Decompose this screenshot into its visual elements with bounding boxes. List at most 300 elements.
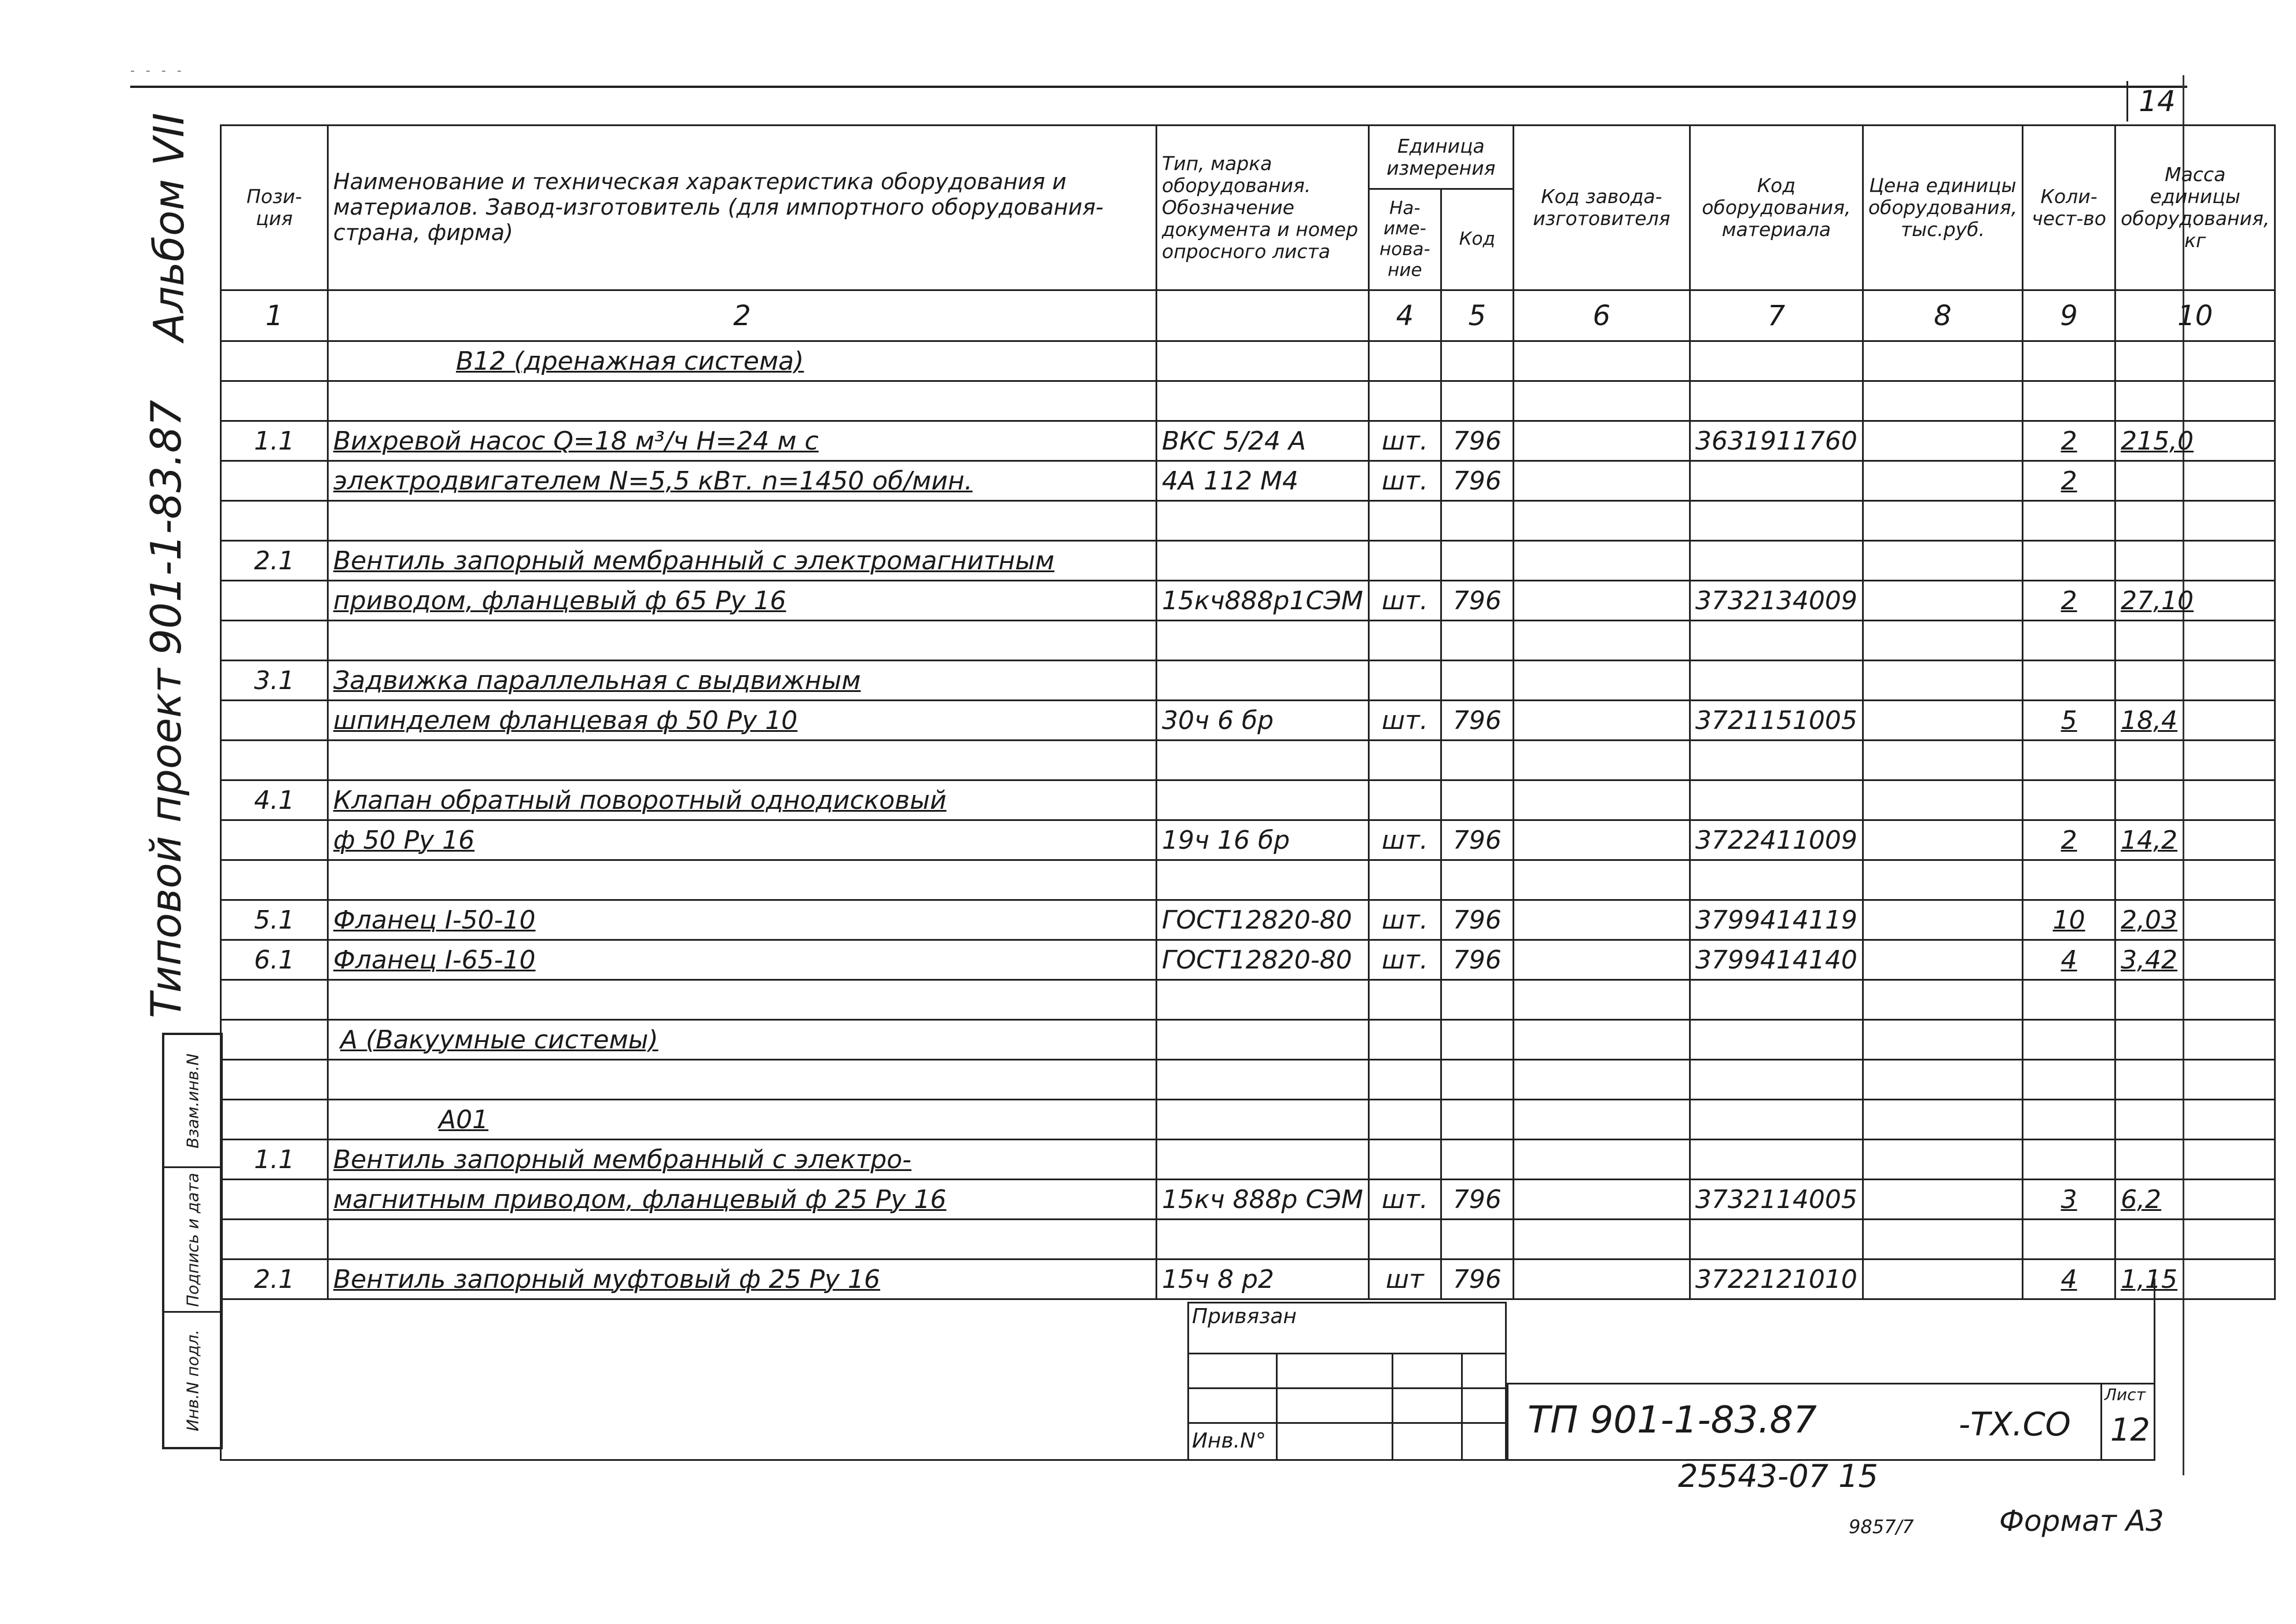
- equip-code-cell: 3722411009: [1690, 820, 1863, 860]
- column-number: 2: [328, 290, 1157, 341]
- equip-code-cell: [1690, 1140, 1863, 1180]
- quantity-cell: [2023, 980, 2115, 1020]
- unit-cell: [1368, 1140, 1441, 1180]
- position-cell: [221, 501, 328, 541]
- name-cell: [328, 501, 1157, 541]
- header-name: Наименование и техническая характеристика оборудования и материалов. Завод-изготовитель (для импортного оборудования-страна, фирма): [328, 126, 1157, 290]
- type-cell: 19ч 16 бр: [1157, 820, 1369, 860]
- price-cell: [1863, 980, 2022, 1020]
- maker-code-cell: [1513, 501, 1690, 541]
- header-price: Цена единицы оборудования, тыс.руб.: [1863, 126, 2022, 290]
- equip-code-cell: [1690, 461, 1863, 501]
- maker-code-cell: [1513, 820, 1690, 860]
- mass-cell: [2115, 541, 2275, 581]
- binding-line: [1189, 1422, 1505, 1424]
- table-row: [221, 1180, 2275, 1220]
- table-row: [221, 661, 2275, 701]
- approval-stamp: [162, 1033, 223, 1449]
- equip-code-cell: [1690, 1060, 1863, 1100]
- type-cell: [1157, 501, 1369, 541]
- mass-cell: [2115, 780, 2275, 820]
- maker-code-cell: [1513, 741, 1690, 780]
- mass-cell: [2115, 1020, 2275, 1060]
- maker-code-cell: [1513, 900, 1690, 940]
- binding-line: [1189, 1353, 1505, 1354]
- type-cell: [1157, 661, 1369, 701]
- table-body: [221, 341, 2275, 1299]
- mass-cell: [2115, 1100, 2275, 1140]
- maker-code-cell: [1513, 541, 1690, 581]
- name-cell: Вентиль запорный мембранный с электромагнитным: [328, 541, 1157, 581]
- position-cell: [221, 1100, 328, 1140]
- type-cell: [1157, 741, 1369, 780]
- side-project-label: Типовой проект 901-1-83.87: [142, 400, 190, 1018]
- name-cell: [328, 1060, 1157, 1100]
- name-cell: [328, 1220, 1157, 1260]
- unit-code-cell: [1441, 860, 1513, 900]
- price-cell: [1863, 501, 2022, 541]
- side-album-label: Альбом VII: [145, 112, 193, 341]
- unit-code-cell: [1441, 341, 1513, 381]
- inventory-label: Инв.N°: [1192, 1429, 1267, 1453]
- table-row: [221, 581, 2275, 621]
- column-number: 9: [2023, 290, 2115, 341]
- maker-code-cell: [1513, 661, 1690, 701]
- price-cell: [1863, 701, 2022, 741]
- table-row: [221, 341, 2275, 381]
- maker-code-cell: [1513, 1180, 1690, 1220]
- position-cell: 1.1: [221, 1140, 328, 1180]
- price-cell: [1863, 421, 2022, 461]
- quantity-cell: 4: [2023, 940, 2115, 980]
- maker-code-cell: [1513, 980, 1690, 1020]
- table-row: [221, 421, 2275, 461]
- quantity-cell: [2023, 621, 2115, 661]
- quantity-cell: 10: [2023, 900, 2115, 940]
- price-cell: [1863, 381, 2022, 421]
- quantity-cell: [2023, 1020, 2115, 1060]
- unit-code-cell: [1441, 1140, 1513, 1180]
- table-row: [221, 820, 2275, 860]
- unit-cell: шт: [1368, 1260, 1441, 1299]
- table-row: [221, 1060, 2275, 1100]
- position-cell: [221, 581, 328, 621]
- unit-cell: [1368, 661, 1441, 701]
- unit-cell: [1368, 1220, 1441, 1260]
- quantity-cell: [2023, 1060, 2115, 1100]
- position-cell: [221, 701, 328, 741]
- position-cell: [221, 741, 328, 780]
- position-cell: 6.1: [221, 940, 328, 980]
- equip-code-cell: [1690, 780, 1863, 820]
- equip-code-cell: [1690, 1020, 1863, 1060]
- name-cell: ф 50 Ру 16: [328, 820, 1157, 860]
- stamp-cell-replacement: [164, 1035, 220, 1168]
- equip-code-cell: [1690, 621, 1863, 661]
- quantity-cell: 2: [2023, 820, 2115, 860]
- price-cell: [1863, 1020, 2022, 1060]
- unit-cell: шт.: [1368, 1180, 1441, 1220]
- name-cell: В12 (дренажная система): [328, 341, 1157, 381]
- maker-code-cell: [1513, 461, 1690, 501]
- table-row: [221, 980, 2275, 1020]
- unit-cell: [1368, 541, 1441, 581]
- maker-code-cell: [1513, 1140, 1690, 1180]
- mass-cell: [2115, 1220, 2275, 1260]
- type-cell: [1157, 1140, 1369, 1180]
- equip-code-cell: 3631911760: [1690, 421, 1863, 461]
- unit-code-cell: 796: [1441, 461, 1513, 501]
- quantity-cell: 2: [2023, 581, 2115, 621]
- position-cell: 5.1: [221, 900, 328, 940]
- quantity-cell: 5: [2023, 701, 2115, 741]
- mass-cell: 14,2: [2115, 820, 2275, 860]
- maker-code-cell: [1513, 1100, 1690, 1140]
- maker-code-cell: [1513, 621, 1690, 661]
- mass-cell: [2115, 980, 2275, 1020]
- price-cell: [1863, 1180, 2022, 1220]
- unit-code-cell: [1441, 780, 1513, 820]
- mass-cell: 1,15: [2115, 1260, 2275, 1299]
- unit-code-cell: 796: [1441, 820, 1513, 860]
- type-cell: 15кч888р1СЭМ: [1157, 581, 1369, 621]
- type-cell: ВКС 5/24 А: [1157, 421, 1369, 461]
- name-cell: А (Вакуумные системы): [328, 1020, 1157, 1060]
- header-position: Пози- ция: [221, 126, 328, 290]
- mass-cell: [2115, 501, 2275, 541]
- sheet-box: [2100, 1383, 2155, 1461]
- quantity-cell: [2023, 541, 2115, 581]
- name-cell: [328, 621, 1157, 661]
- column-number: 10: [2115, 290, 2275, 341]
- quantity-cell: [2023, 1140, 2115, 1180]
- name-cell: [328, 381, 1157, 421]
- name-cell: [328, 860, 1157, 900]
- unit-code-cell: [1441, 661, 1513, 701]
- unit-cell: шт.: [1368, 900, 1441, 940]
- column-number: 1: [221, 290, 328, 341]
- header-maker-code: Код завода-изготовителя: [1513, 126, 1690, 290]
- table-row: [221, 1100, 2275, 1140]
- stamp-cell-original: [164, 1313, 220, 1448]
- unit-cell: [1368, 860, 1441, 900]
- mass-cell: [2115, 741, 2275, 780]
- quantity-cell: 2: [2023, 461, 2115, 501]
- quantity-cell: 3: [2023, 1180, 2115, 1220]
- mass-cell: 2,03: [2115, 900, 2275, 940]
- type-cell: 15ч 8 р2: [1157, 1260, 1369, 1299]
- document-code: ТП 901-1-83.87: [1528, 1399, 1817, 1442]
- unit-cell: шт.: [1368, 581, 1441, 621]
- unit-cell: шт.: [1368, 461, 1441, 501]
- price-cell: [1863, 940, 2022, 980]
- mass-cell: 215,0: [2115, 421, 2275, 461]
- quantity-cell: [2023, 381, 2115, 421]
- maker-code-cell: [1513, 701, 1690, 741]
- equip-code-cell: [1690, 860, 1863, 900]
- type-cell: [1157, 1020, 1369, 1060]
- name-cell: Клапан обратный поворотный однодисковый: [328, 780, 1157, 820]
- unit-cell: [1368, 1020, 1441, 1060]
- header-unit-code: Код: [1441, 189, 1513, 290]
- binding-divider: [1392, 1353, 1393, 1459]
- equip-code-cell: [1690, 501, 1863, 541]
- type-cell: [1157, 1220, 1369, 1260]
- mass-cell: 27,10: [2115, 581, 2275, 621]
- maker-code-cell: [1513, 1020, 1690, 1060]
- unit-cell: [1368, 980, 1441, 1020]
- unit-cell: [1368, 501, 1441, 541]
- header-unit-name: На-име-нова-ние: [1368, 189, 1441, 290]
- mass-cell: 18,4: [2115, 701, 2275, 741]
- mass-cell: 6,2: [2115, 1180, 2275, 1220]
- type-cell: ГОСТ12820-80: [1157, 940, 1369, 980]
- maker-code-cell: [1513, 940, 1690, 980]
- name-cell: шпинделем фланцевая ф 50 Ру 10: [328, 701, 1157, 741]
- table-row: [221, 1220, 2275, 1260]
- mass-cell: [2115, 461, 2275, 501]
- equip-code-cell: 3799414140: [1690, 940, 1863, 980]
- unit-code-cell: 796: [1441, 421, 1513, 461]
- type-cell: 15кч 888р СЭМ: [1157, 1180, 1369, 1220]
- table-row: [221, 900, 2275, 940]
- column-number-row: [221, 290, 2275, 341]
- sheet-label: Лист: [2104, 1385, 2146, 1404]
- table-row: [221, 501, 2275, 541]
- equip-code-cell: [1690, 381, 1863, 421]
- unit-cell: [1368, 341, 1441, 381]
- header-type: Тип, марка оборудования. Обозначение документа и номер опросного листа: [1157, 126, 1369, 290]
- mass-cell: [2115, 1140, 2275, 1180]
- stamp-cell-signature: [164, 1168, 220, 1313]
- maker-code-cell: [1513, 860, 1690, 900]
- type-cell: 4А 112 М4: [1157, 461, 1369, 501]
- equip-code-cell: [1690, 980, 1863, 1020]
- quantity-cell: 4: [2023, 1260, 2115, 1299]
- price-cell: [1863, 1100, 2022, 1140]
- mass-cell: [2115, 860, 2275, 900]
- unit-code-cell: [1441, 1220, 1513, 1260]
- table-row: [221, 780, 2275, 820]
- position-cell: [221, 1220, 328, 1260]
- column-number: 5: [1441, 290, 1513, 341]
- price-cell: [1863, 900, 2022, 940]
- header-quantity: Коли-чест-во: [2023, 126, 2115, 290]
- header-mass: Масса единицы оборудования, кг: [2115, 126, 2275, 290]
- quantity-cell: [2023, 860, 2115, 900]
- mass-cell: [2115, 341, 2275, 381]
- quantity-cell: [2023, 1100, 2115, 1140]
- unit-cell: шт.: [1368, 820, 1441, 860]
- name-cell: приводом, фланцевый ф 65 Ру 16: [328, 581, 1157, 621]
- equip-code-cell: [1690, 541, 1863, 581]
- unit-code-cell: [1441, 621, 1513, 661]
- unit-code-cell: 796: [1441, 1180, 1513, 1220]
- position-cell: 3.1: [221, 661, 328, 701]
- price-cell: [1863, 780, 2022, 820]
- mass-cell: [2115, 661, 2275, 701]
- unit-code-cell: [1441, 501, 1513, 541]
- table-row: [221, 1020, 2275, 1060]
- type-cell: [1157, 541, 1369, 581]
- price-cell: [1863, 341, 2022, 381]
- header-equip-code: Код оборудования, материала: [1690, 126, 1863, 290]
- position-cell: [221, 461, 328, 501]
- position-cell: [221, 381, 328, 421]
- unit-cell: шт.: [1368, 701, 1441, 741]
- unit-code-cell: [1441, 541, 1513, 581]
- unit-cell: [1368, 381, 1441, 421]
- maker-code-cell: [1513, 421, 1690, 461]
- type-cell: [1157, 381, 1369, 421]
- stamp-label: Взам.инв.N: [183, 1053, 202, 1148]
- mass-cell: [2115, 381, 2275, 421]
- position-cell: 1.1: [221, 421, 328, 461]
- position-cell: [221, 621, 328, 661]
- table-row: [221, 940, 2275, 980]
- price-cell: [1863, 621, 2022, 661]
- unit-cell: [1368, 621, 1441, 661]
- equip-code-cell: [1690, 661, 1863, 701]
- type-cell: [1157, 980, 1369, 1020]
- table-header-row: [221, 126, 2275, 189]
- sheet-number: 12: [2110, 1412, 2150, 1448]
- price-cell: [1863, 661, 2022, 701]
- top-mark: - - - -: [130, 64, 185, 78]
- type-cell: [1157, 860, 1369, 900]
- table-row: [221, 741, 2275, 780]
- price-cell: [1863, 1140, 2022, 1180]
- position-cell: [221, 980, 328, 1020]
- name-cell: [328, 980, 1157, 1020]
- type-cell: 30ч 6 бр: [1157, 701, 1369, 741]
- small-number: 9857/7: [1849, 1516, 1914, 1538]
- table-row: [221, 461, 2275, 501]
- price-cell: [1863, 860, 2022, 900]
- price-cell: [1863, 741, 2022, 780]
- price-cell: [1863, 461, 2022, 501]
- name-cell: магнитным приводом, фланцевый ф 25 Ру 16: [328, 1180, 1157, 1220]
- unit-cell: шт.: [1368, 421, 1441, 461]
- unit-code-cell: 796: [1441, 940, 1513, 980]
- position-cell: [221, 820, 328, 860]
- price-cell: [1863, 1060, 2022, 1100]
- mass-cell: [2115, 1060, 2275, 1100]
- equip-code-cell: 3721151005: [1690, 701, 1863, 741]
- type-cell: [1157, 1100, 1369, 1140]
- unit-code-cell: 796: [1441, 1260, 1513, 1299]
- position-cell: [221, 860, 328, 900]
- archive-number: 25543-07 15: [1678, 1458, 1878, 1494]
- name-cell: Фланец I-50-10: [328, 900, 1157, 940]
- maker-code-cell: [1513, 1220, 1690, 1260]
- mass-cell: 3,42: [2115, 940, 2275, 980]
- unit-code-cell: 796: [1441, 900, 1513, 940]
- frame-top-line: [130, 86, 2187, 88]
- stamp-label: Инв.N подл.: [183, 1329, 202, 1431]
- equip-code-cell: [1690, 341, 1863, 381]
- equip-code-cell: 3722121010: [1690, 1260, 1863, 1299]
- type-cell: [1157, 621, 1369, 661]
- equip-code-cell: [1690, 741, 1863, 780]
- binding-divider: [1461, 1353, 1463, 1459]
- quantity-cell: [2023, 501, 2115, 541]
- column-number: 8: [1863, 290, 2022, 341]
- quantity-cell: 2: [2023, 421, 2115, 461]
- maker-code-cell: [1513, 780, 1690, 820]
- quantity-cell: [2023, 661, 2115, 701]
- equip-code-cell: [1690, 1100, 1863, 1140]
- unit-code-cell: [1441, 1100, 1513, 1140]
- type-cell: [1157, 780, 1369, 820]
- table-row: [221, 381, 2275, 421]
- type-cell: ГОСТ12820-80: [1157, 900, 1369, 940]
- equip-code-cell: [1690, 1220, 1863, 1260]
- column-number: [1157, 290, 1369, 341]
- table-row: [221, 1140, 2275, 1180]
- mass-cell: [2115, 621, 2275, 661]
- name-cell: А01: [328, 1100, 1157, 1140]
- document-suffix: -ТХ.СО: [1959, 1406, 2071, 1443]
- column-number: 4: [1368, 290, 1441, 341]
- name-cell: Вентиль запорный мембранный с электро-: [328, 1140, 1157, 1180]
- column-number: 7: [1690, 290, 1863, 341]
- unit-cell: [1368, 1060, 1441, 1100]
- unit-code-cell: [1441, 741, 1513, 780]
- name-cell: Фланец I-65-10: [328, 940, 1157, 980]
- equip-code-cell: 3732114005: [1690, 1180, 1863, 1220]
- quantity-cell: [2023, 341, 2115, 381]
- unit-code-cell: [1441, 980, 1513, 1020]
- name-cell: Вентиль запорный муфтовый ф 25 Ру 16: [328, 1260, 1157, 1299]
- unit-code-cell: [1441, 1020, 1513, 1060]
- position-cell: 2.1: [221, 541, 328, 581]
- table-row: [221, 621, 2275, 661]
- price-cell: [1863, 820, 2022, 860]
- unit-cell: [1368, 741, 1441, 780]
- equip-code-cell: 3732134009: [1690, 581, 1863, 621]
- maker-code-cell: [1513, 341, 1690, 381]
- stamp-label: Подпись и дата: [183, 1172, 202, 1307]
- position-cell: [221, 1180, 328, 1220]
- price-cell: [1863, 541, 2022, 581]
- table-row: [221, 860, 2275, 900]
- name-cell: Вихревой насос Q=18 м³/ч H=24 м с: [328, 421, 1157, 461]
- specification-table: [220, 124, 2276, 1300]
- table-row: [221, 701, 2275, 741]
- unit-code-cell: 796: [1441, 701, 1513, 741]
- maker-code-cell: [1513, 581, 1690, 621]
- equip-code-cell: 3799414119: [1690, 900, 1863, 940]
- quantity-cell: [2023, 1220, 2115, 1260]
- binding-line: [1189, 1387, 1505, 1389]
- maker-code-cell: [1513, 381, 1690, 421]
- unit-cell: [1368, 1100, 1441, 1140]
- format-label: Формат А3: [1999, 1504, 2164, 1538]
- header-unit-group: Единица измерения: [1368, 126, 1513, 189]
- position-cell: [221, 1060, 328, 1100]
- column-number: 6: [1513, 290, 1690, 341]
- position-cell: 2.1: [221, 1260, 328, 1299]
- type-cell: [1157, 1060, 1369, 1100]
- unit-code-cell: [1441, 381, 1513, 421]
- table-row: [221, 541, 2275, 581]
- binding-divider: [1276, 1353, 1278, 1459]
- page-number: 14: [2126, 81, 2186, 121]
- name-cell: [328, 741, 1157, 780]
- maker-code-cell: [1513, 1060, 1690, 1100]
- quantity-cell: [2023, 780, 2115, 820]
